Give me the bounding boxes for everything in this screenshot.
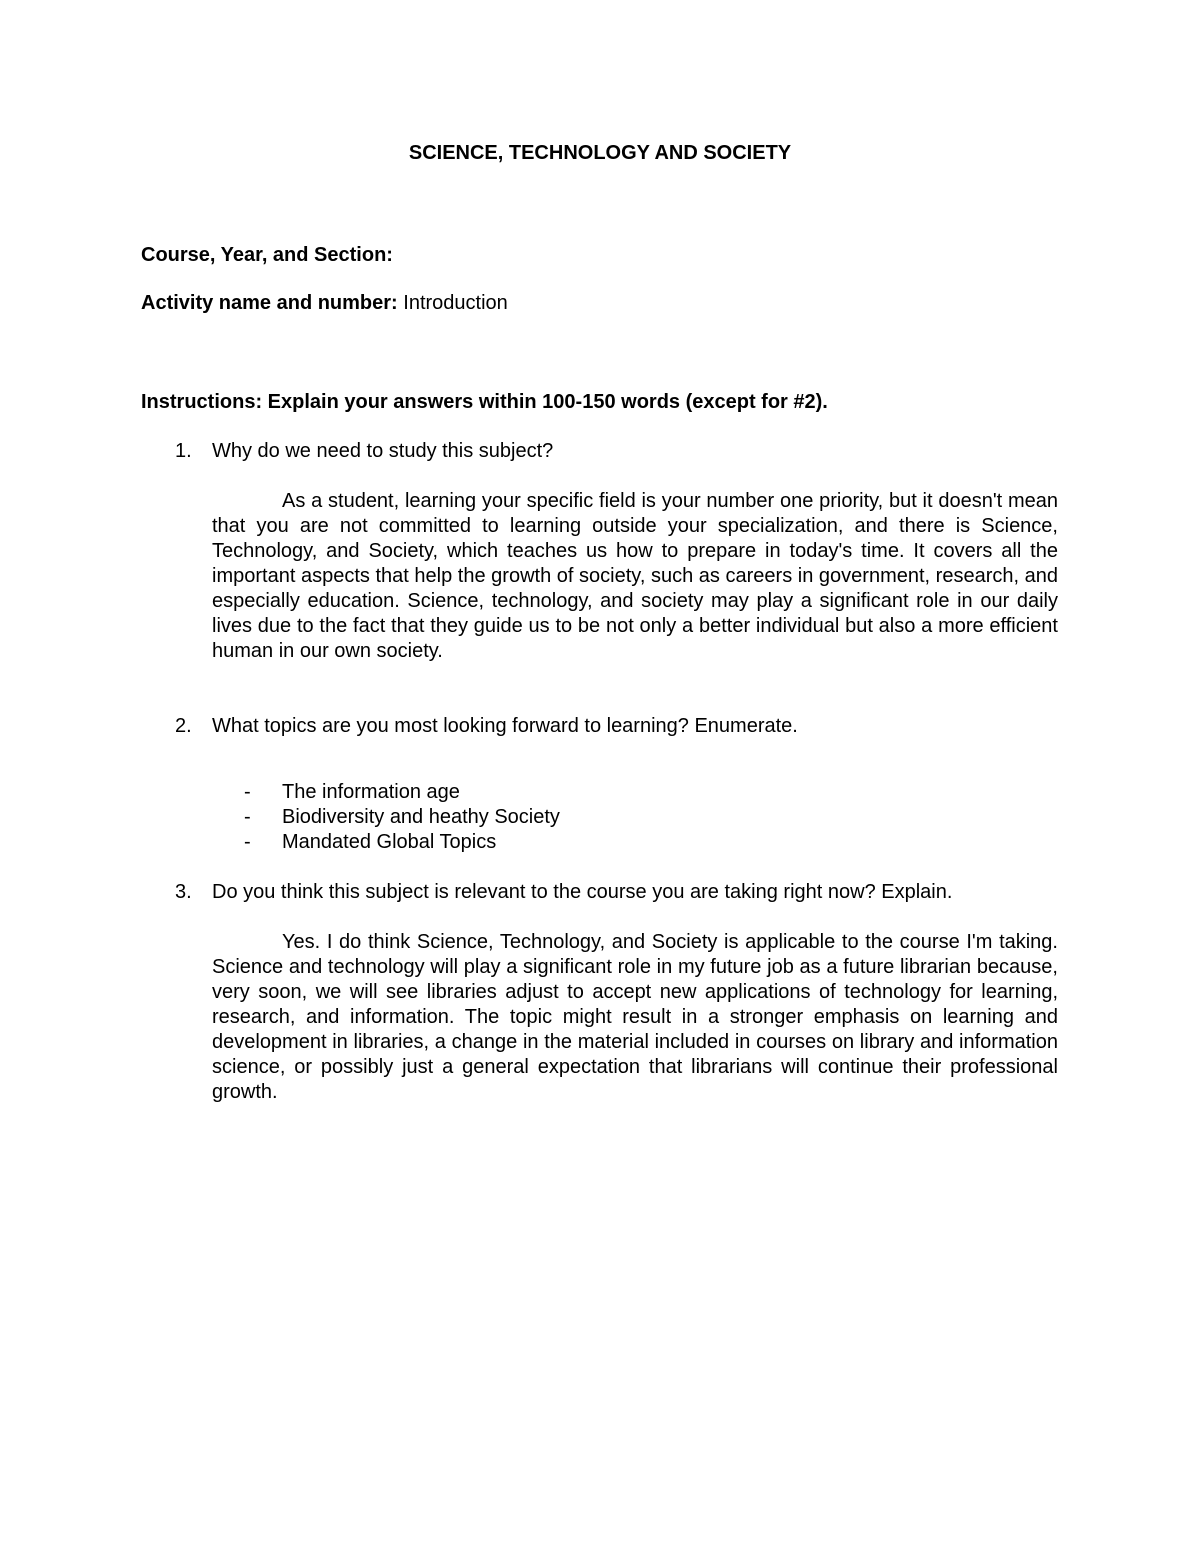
question-1-text: Why do we need to study this subject? <box>212 440 554 462</box>
question-3-number: 3. <box>175 881 192 903</box>
list-item <box>244 830 560 855</box>
question-3-text: Do you think this subject is relevant to the course you are taking right now? Explain. <box>212 881 953 903</box>
topic-label: The information age <box>282 781 460 803</box>
list-bullet: - <box>244 781 251 803</box>
document-title: SCIENCE, TECHNOLOGY AND SOCIETY <box>408 142 792 164</box>
topics-list <box>244 780 560 855</box>
question-3 <box>175 880 952 905</box>
list-item <box>244 780 560 805</box>
course-year-section-label: Course, Year, and Section: <box>141 244 393 266</box>
list-item <box>244 805 560 830</box>
question-1 <box>175 439 553 464</box>
question-1-number: 1. <box>175 440 192 462</box>
question-2-number: 2. <box>175 715 192 737</box>
list-bullet: - <box>244 831 251 853</box>
answer-1: As a student, learning your specific field is your number one priority, but it doesn't mean that you are not committed to learning outside your specialization, and there is Science, Technology, and Society, which teaches us how to prepare in today's time. It covers all the important aspects that help the growth of society, such as careers in government, research, and especially education. Science, technology, and society may play a significant role in our daily lives due to the fact that they guide us to be not only a better individual but also a more efficient human in our own society. <box>212 490 1058 662</box>
course-year-section-field <box>141 243 393 268</box>
question-2-text: What topics are you most looking forward to learning? Enumerate. <box>212 715 798 737</box>
topic-label: Biodiversity and heathy Society <box>282 806 560 828</box>
question-2 <box>175 714 798 739</box>
activity-field <box>141 291 508 316</box>
list-bullet: - <box>244 806 251 828</box>
answer-3: Yes. I do think Science, Technology, and Society is applicable to the course I'm taking. Science and technology will play a significant role in my future job as a future librarian because, very soon, we will see libraries adjust to accept new applications of technology for learning, research, and information. The topic might result in a stronger emphasis on learning and development in libraries, a change in the material included in courses on library and information science, or possibly just a general expectation that librarians will continue their professional growth. <box>212 931 1058 1103</box>
topic-label: Mandated Global Topics <box>282 831 497 853</box>
activity-value: Introduction <box>403 292 508 314</box>
activity-label: Activity name and number: <box>141 292 398 314</box>
instructions: Instructions: Explain your answers within 100-150 words (except for #2). <box>141 391 828 413</box>
